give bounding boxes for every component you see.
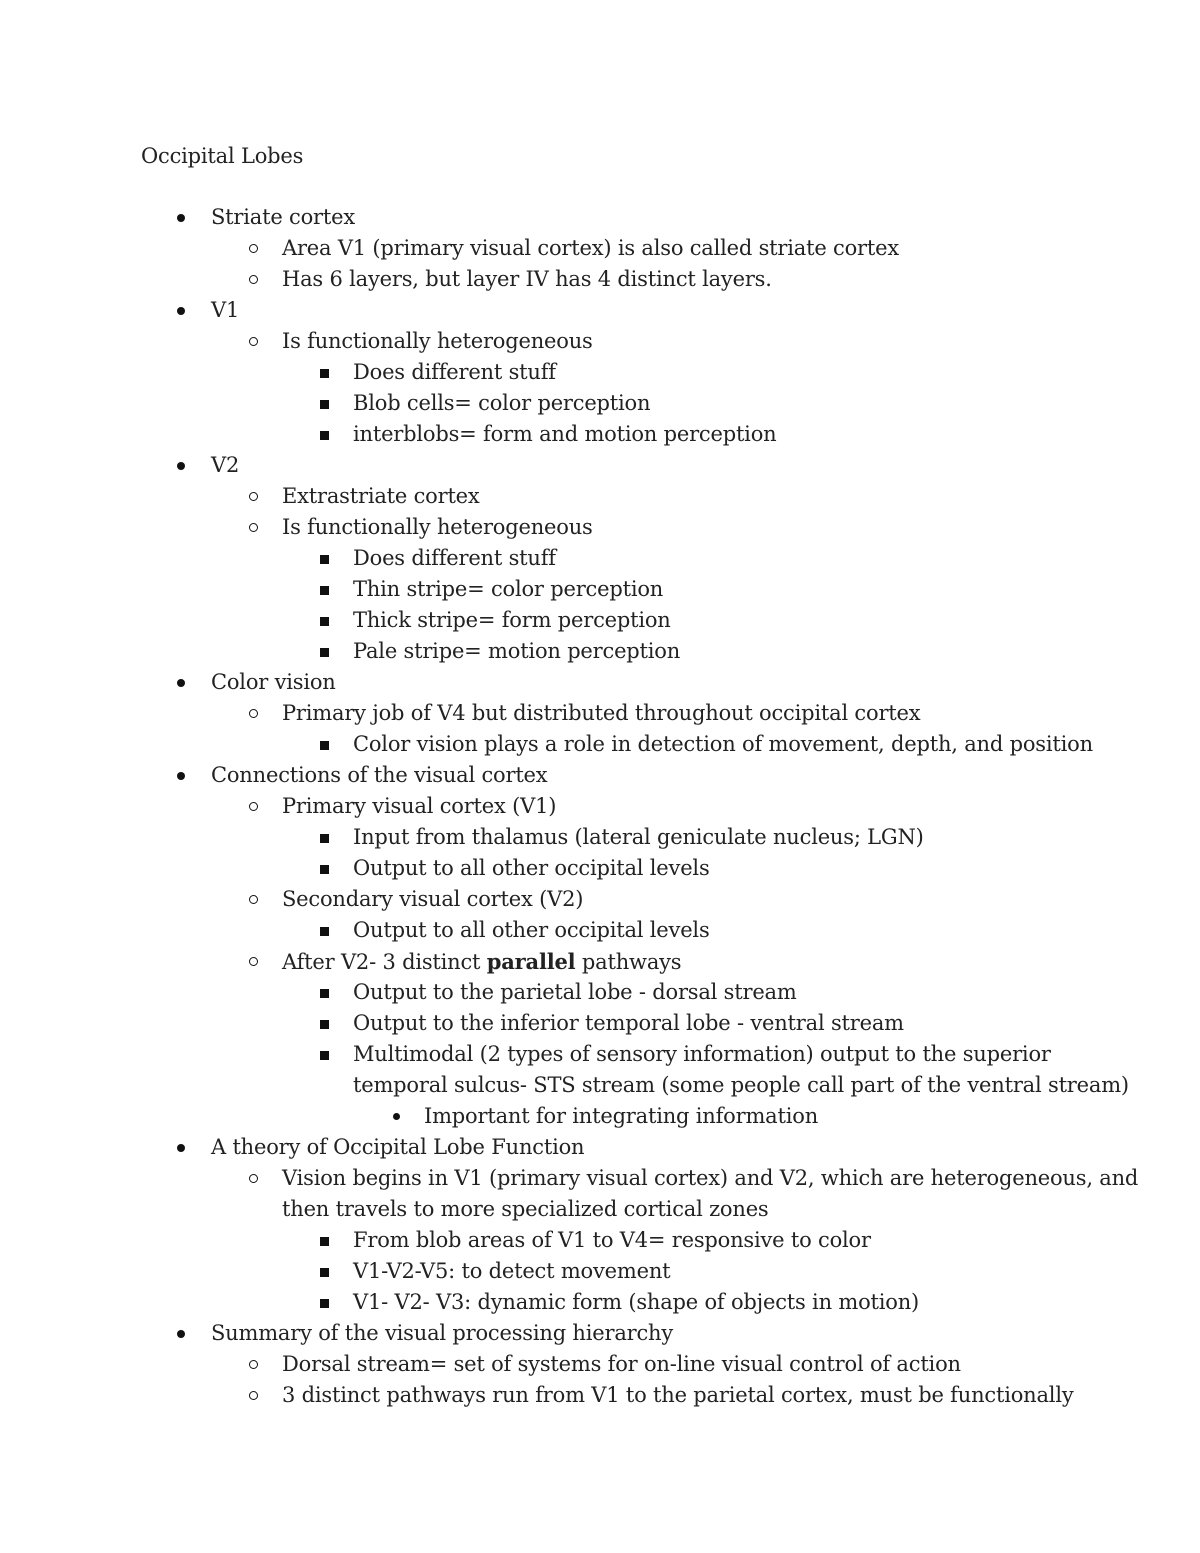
page-title: Occipital Lobes [141,144,304,168]
list-item [0,667,1200,698]
list-item [0,264,1200,295]
list-item [0,388,1200,419]
list-item [0,729,1200,760]
list-item-text [282,946,681,978]
bold-emphasis: parallel [486,949,576,974]
list-item-continuation [0,1194,1200,1225]
list-item-text: Output to the parietal lobe - dorsal stream [353,980,797,1004]
list-item-continuation [0,1070,1200,1101]
list-item [0,1008,1200,1039]
list-item [0,605,1200,636]
list-item [0,1380,1200,1411]
text-prefix: After V2- 3 distinct [282,950,487,974]
bullet-outline [0,202,1200,1411]
list-item [0,1287,1200,1318]
list-item [0,1349,1200,1380]
list-item [0,1318,1200,1349]
list-item-text: Striate cortex [211,205,355,229]
list-item-text: Dorsal stream= set of systems for on-line visual control of action [282,1352,961,1376]
list-item-text: Color vision [211,670,336,694]
list-item-text: Extrastriate cortex [282,484,480,508]
list-item [0,326,1200,357]
list-item [0,1256,1200,1287]
list-item-text: Summary of the visual processing hierarchy [211,1321,674,1345]
list-item-text: Blob cells= color perception [353,391,651,415]
list-item [0,853,1200,884]
list-item [0,946,1200,977]
list-item-text: Thin stripe= color perception [353,577,664,601]
text-suffix: pathways [575,950,682,974]
list-item-text: Important for integrating information [424,1104,819,1128]
list-item [0,698,1200,729]
list-item-text: Does different stuff [353,546,556,570]
list-item-text: From blob areas of V1 to V4= responsive to color [353,1228,871,1252]
list-item [0,357,1200,388]
list-item-text: Primary visual cortex (V1) [282,794,557,818]
list-item-text: Has 6 layers, but layer IV has 4 distinct layers. [282,267,772,291]
list-item [0,543,1200,574]
list-item-text: Primary job of V4 but distributed throughout occipital cortex [282,701,921,725]
list-item-text: Area V1 (primary visual cortex) is also called striate cortex [282,236,899,260]
list-item-text: Secondary visual cortex (V2) [282,887,584,911]
list-item-text: Does different stuff [353,360,556,384]
list-item-text: interblobs= form and motion perception [353,422,777,446]
list-item [0,915,1200,946]
list-item-text: Input from thalamus (lateral geniculate nucleus; LGN) [353,825,924,849]
list-item-text: Output to all other occipital levels [353,918,710,942]
list-item [0,419,1200,450]
list-item-text: Connections of the visual cortex [211,763,548,787]
list-item-text: Multimodal (2 types of sensory information) output to the superior [353,1042,1051,1066]
list-item-text: Output to the inferior temporal lobe - ventral stream [353,1011,904,1035]
list-item-text: Is functionally heterogeneous [282,329,593,353]
list-item [0,977,1200,1008]
list-item-text: 3 distinct pathways run from V1 to the parietal cortex, must be functionally [282,1383,1074,1407]
list-item [0,233,1200,264]
list-item [0,636,1200,667]
list-item [0,574,1200,605]
list-item-text: Thick stripe= form perception [353,608,671,632]
list-item-text: V1-V2-V5: to detect movement [353,1259,671,1283]
list-item [0,1039,1200,1070]
list-item-text: V2 [211,453,240,477]
list-item-text: V1 [211,298,240,322]
list-item [0,760,1200,791]
list-item-text: Vision begins in V1 (primary visual cortex) and V2, which are heterogeneous, and [282,1166,1139,1190]
list-item [0,450,1200,481]
list-item-text: V1- V2- V3: dynamic form (shape of objects in motion) [353,1290,920,1314]
list-item [0,1163,1200,1194]
list-item-text: Color vision plays a role in detection of movement, depth, and position [353,732,1093,756]
list-item [0,481,1200,512]
list-item [0,512,1200,543]
list-item-text: then travels to more specialized cortical zones [282,1197,769,1221]
list-item [0,822,1200,853]
list-item [0,1225,1200,1256]
list-item [0,295,1200,326]
list-item-text: temporal sulcus- STS stream (some people call part of the ventral stream) [353,1073,1129,1097]
list-item [0,791,1200,822]
list-item [0,884,1200,915]
list-item [0,1101,1200,1132]
list-item-text: Pale stripe= motion perception [353,639,681,663]
list-item-text: Is functionally heterogeneous [282,515,593,539]
list-item-text: A theory of Occipital Lobe Function [211,1135,585,1159]
list-item [0,1132,1200,1163]
list-item [0,202,1200,233]
list-item-text: Output to all other occipital levels [353,856,710,880]
